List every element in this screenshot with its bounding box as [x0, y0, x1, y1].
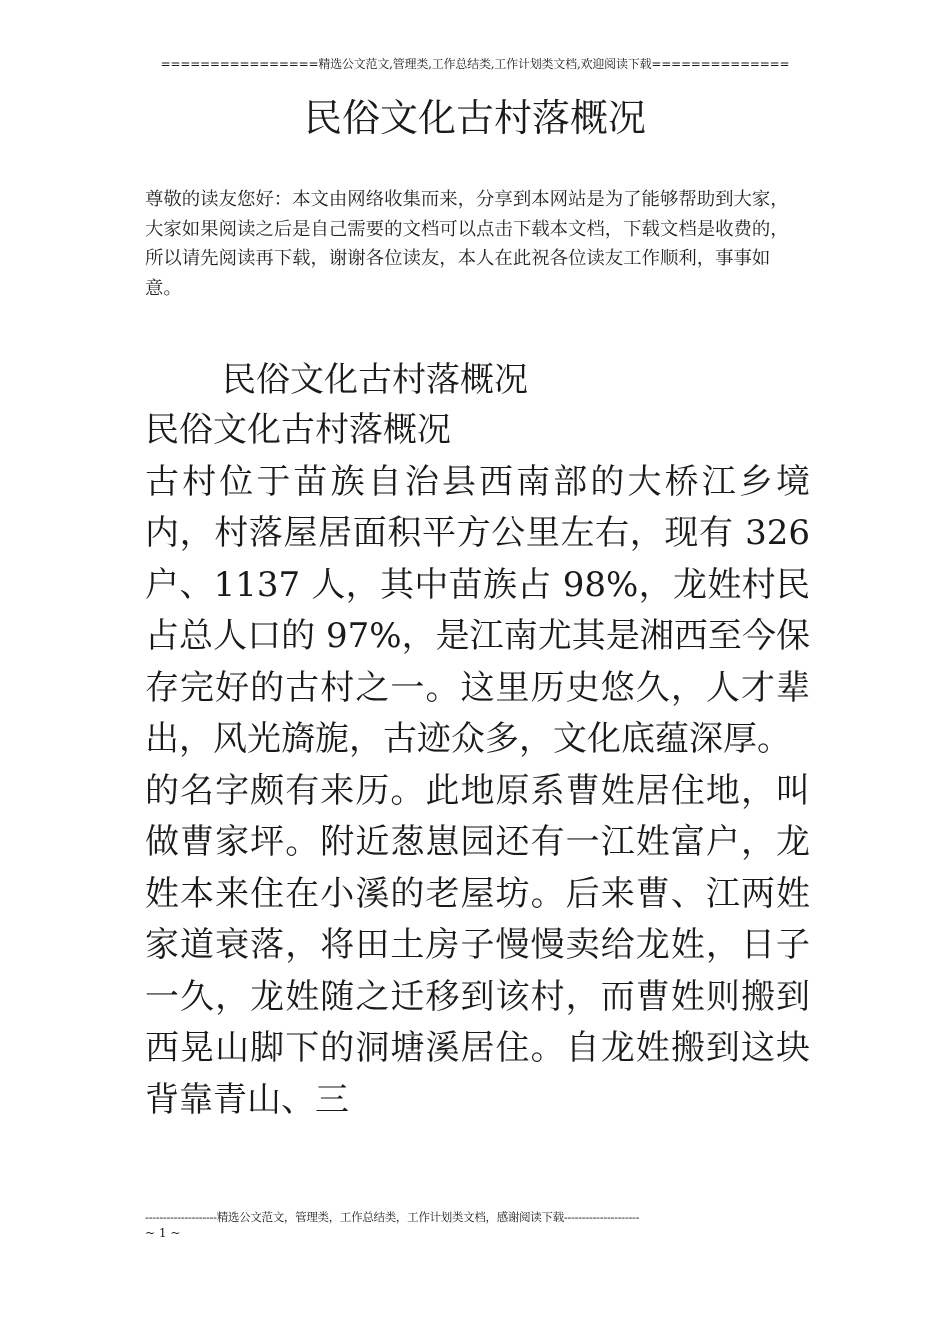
reader-notice	[145, 185, 805, 303]
indented-subtitle: 民俗文化古村落概况	[222, 360, 528, 400]
body-paragraph-1: 古村位于苗族自治县西南部的大桥江乡境内，村落屋居面积平方公里左右，现有 326 户、1137 人，其中苗族占 98%，龙姓村民占总人口的 97%，是江南尤其是湘西至今保存完好的古村之一。这里历史悠久，人才辈出，风光旖旎，古迹众多，文化底蕴深厚。	[145, 461, 810, 759]
body-paragraph-2: 的名字颇有来历。此地原系曹姓居住地，叫做曹家坪。附近葱崽园还有一江姓富户，龙姓本来住在小溪的老屋坊。后来曹、江两姓家道衰落，将田土房子慢慢卖给龙姓，日子一久，龙姓随之迁移到该村，而曹姓则搬到西晃山脚下的洞塘溪居住。自龙姓搬到这块背靠青山、三	[145, 770, 810, 1120]
reader-notice-text: 尊敬的读友您好：本文由网络收集而来，分享到本网站是为了能够帮助到大家，大家如果阅读之后是自己需要的文档可以点击下载本文档，下载文档是收费的，所以请先阅读再下载，谢谢各位读友，本人在此祝各位读友工作顺利，事事如意。	[145, 189, 789, 299]
page-title: 民俗文化古村落概况	[303, 96, 646, 140]
document-body	[145, 405, 810, 1126]
page-number: ~ 1 ~	[145, 1226, 181, 1240]
body-subtitle: 民俗文化古村落概况	[145, 410, 451, 450]
header-banner: ================精选公文范文,管理类,工作总结类,工作计划类文档,欢迎阅读下载==============	[160, 57, 790, 71]
footer-banner: --------------------精选公文范文，管理类，工作总结类，工作计划类文档，感谢阅读下载---------------------	[145, 1210, 640, 1224]
